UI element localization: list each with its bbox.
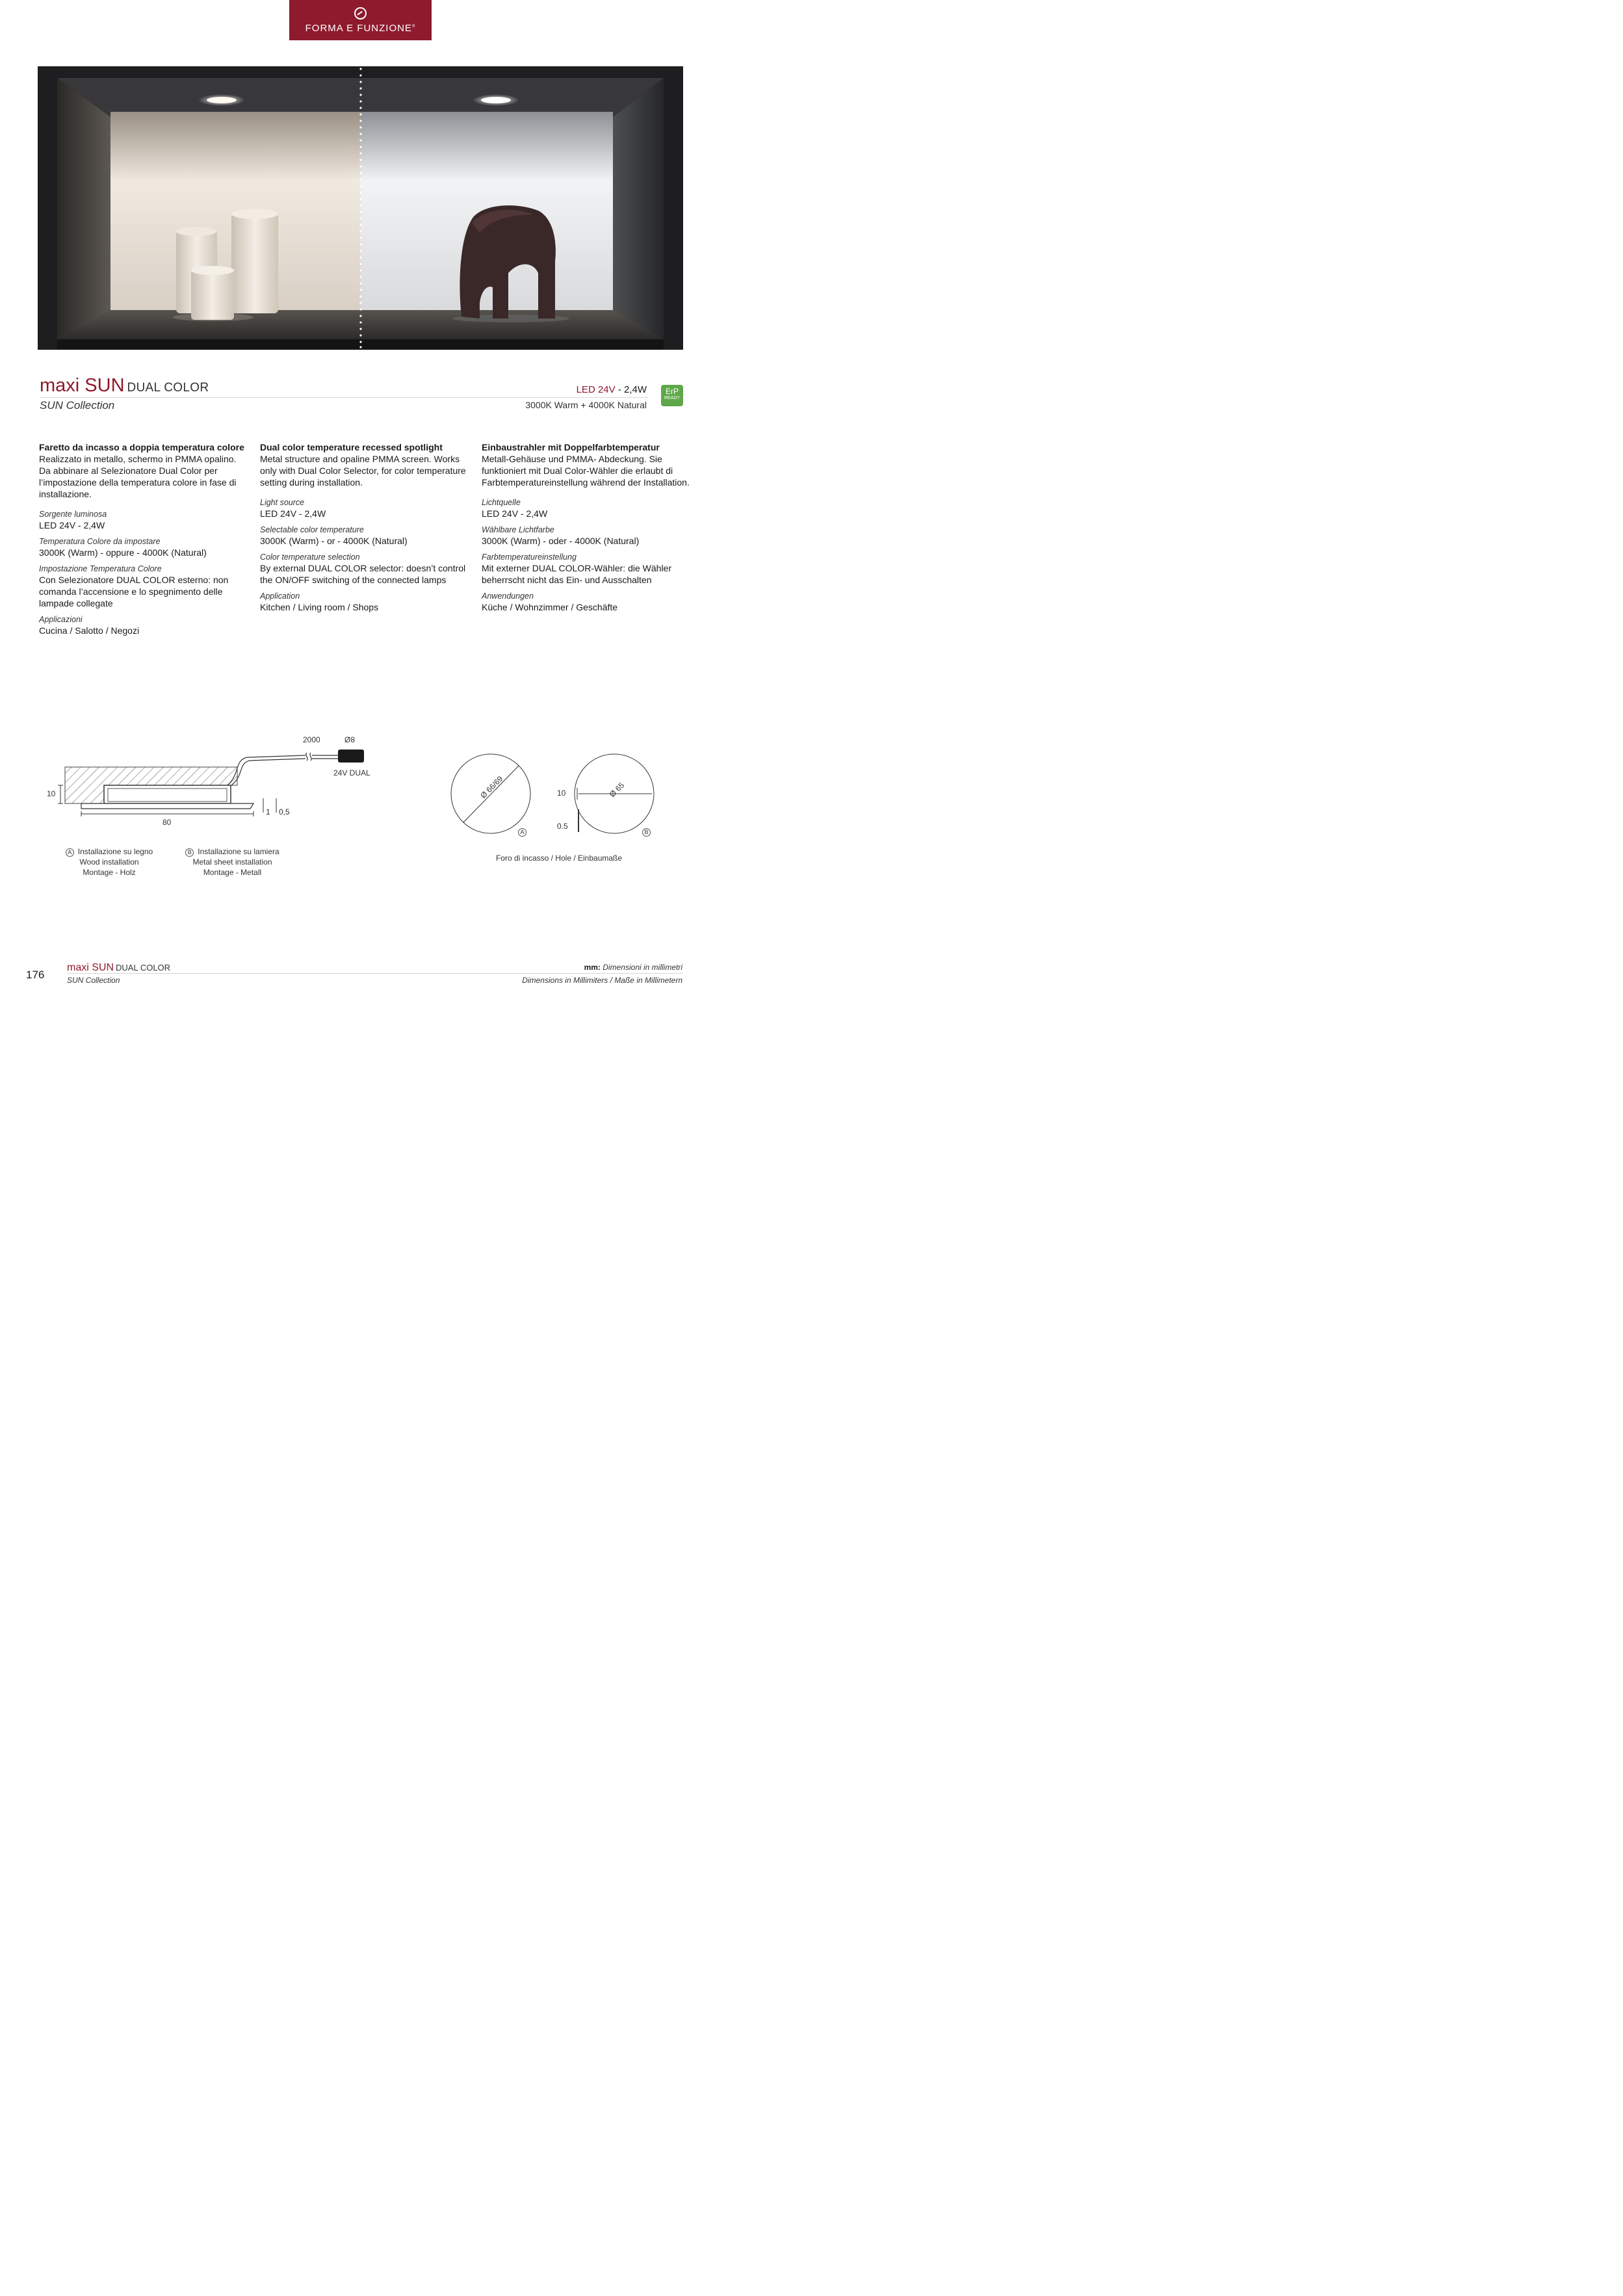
field-label: Impostazione Temperatura Colore [39, 564, 162, 573]
cable-drawing [227, 753, 338, 785]
column-heading: Faretto da incasso a doppia temperatura colore [39, 442, 244, 452]
column-description: Metall-Gehäuse und PMMA- Abdeckung. Sie funktioniert mit Dual Color-Wähler die erlaubt di Farbtemperatureinstellung während der Installation. [482, 454, 690, 488]
field-label: Application [260, 592, 300, 601]
footer-collection: SUN Collection [67, 976, 120, 985]
column-heading: Dual color temperature recessed spotlight [260, 442, 443, 452]
field-value: Mit externer DUAL COLOR-Wähler: die Wähler beherrscht nicht das Ein- und Ausschalten [482, 563, 672, 585]
product-photo [38, 66, 683, 350]
units-note: mm: Dimensioni in millimetri [584, 963, 682, 972]
field-label: Wählbare Lichtfarbe [482, 525, 554, 534]
width-dimension: 80 [162, 818, 172, 827]
hole-caption: Foro di incasso / Hole / Einbaumaße [495, 854, 623, 863]
erp-ready-badge: ErP READY [661, 385, 683, 406]
field-label: Applicazioni [39, 615, 83, 624]
column-description: Realizzato in metallo, schermo in PMMA opalino. Da abbinare al Selezionatore Dual Color per l’impostazione della temperatura colore in fase di installazione. [39, 454, 237, 499]
collection-name: SUN Collection [40, 399, 115, 411]
cable-connector [338, 750, 364, 763]
column-english [260, 441, 468, 618]
field-value: Kitchen / Living room / Shops [260, 602, 379, 612]
hole-a-diameter: Ø 66/69 [478, 774, 505, 801]
column-german [482, 441, 690, 618]
brand-logo-icon [354, 7, 367, 20]
field-label: Anwendungen [482, 592, 534, 601]
hole-a-letter: A [518, 827, 530, 837]
field-label: Light source [260, 498, 305, 507]
column-heading: Einbaustrahler mit Doppelfarbtemperatur [482, 442, 660, 452]
title-divider [40, 397, 649, 398]
height-dimension: 10 [47, 789, 56, 798]
field-value: LED 24V - 2,4W [39, 520, 105, 530]
field-value: 3000K (Warm) - or - 4000K (Natural) [260, 536, 408, 546]
cable-type-label: 24V DUAL [333, 768, 370, 777]
thickness-dimension: 1 [266, 807, 270, 816]
hole-b-letter: B [642, 827, 655, 837]
technical-drawings [0, 728, 721, 897]
brand-name: FORMA E FUNZIONE® [305, 23, 416, 34]
cable-length-label: 2000 [303, 735, 320, 744]
field-value: 3000K (Warm) - oder - 4000K (Natural) [482, 536, 640, 546]
page-number: 176 [26, 969, 45, 981]
hole-b-sheet: 0.5 [557, 822, 568, 831]
footer-title: maxi SUN DUAL COLOR [67, 962, 171, 973]
cable-diameter-label: Ø8 [344, 735, 356, 744]
fixture-section [81, 785, 253, 809]
field-value: Cucina / Salotto / Negozi [39, 625, 140, 636]
field-value: Küche / Wohnzimmer / Geschäfte [482, 602, 618, 612]
field-value: 3000K (Warm) - oppure - 4000K (Natural) [39, 547, 207, 558]
power-spec: LED 24V - 2,4W [576, 384, 647, 395]
hole-b-height: 10 [557, 789, 566, 798]
field-value: Con Selezionatore DUAL COLOR esterno: non comanda l’accensione e lo spegnimento delle lampade collegate [39, 575, 229, 608]
brand-header [289, 0, 432, 40]
hole-b-diameter: Ø 65 [607, 780, 627, 800]
sheet-dimension: 0,5 [279, 807, 290, 816]
field-value: LED 24V - 2,4W [482, 508, 548, 519]
color-temperature-spec: 3000K Warm + 4000K Natural [525, 400, 647, 410]
product-title: maxi SUN DUAL COLOR [40, 375, 209, 396]
column-italian [39, 441, 247, 642]
field-label: Temperatura Colore da impostare [39, 537, 161, 546]
field-label: Color temperature selection [260, 553, 360, 562]
field-label: Farbtemperatureinstellung [482, 553, 577, 562]
field-label: Lichtquelle [482, 498, 521, 507]
column-description: Metal structure and opaline PMMA screen. Works only with Dual Color Selector, for color temperature setting during installation. [260, 454, 466, 488]
field-value: By external DUAL COLOR selector: doesn’t control the ON/OFF switching of the connected lamps [260, 563, 466, 585]
install-b-caption: B Installazione su lamiera Metal sheet installation Montage - Metall [179, 846, 286, 878]
units-translation: Dimensions in Millimiters / Maße in Millimetern [522, 976, 682, 985]
field-label: Selectable color temperature [260, 525, 364, 534]
install-a-caption: A Installazione su legno Wood installation Montage - Holz [57, 846, 161, 878]
field-value: LED 24V - 2,4W [260, 508, 326, 519]
footer-divider [67, 973, 682, 974]
field-label: Sorgente luminosa [39, 510, 107, 519]
